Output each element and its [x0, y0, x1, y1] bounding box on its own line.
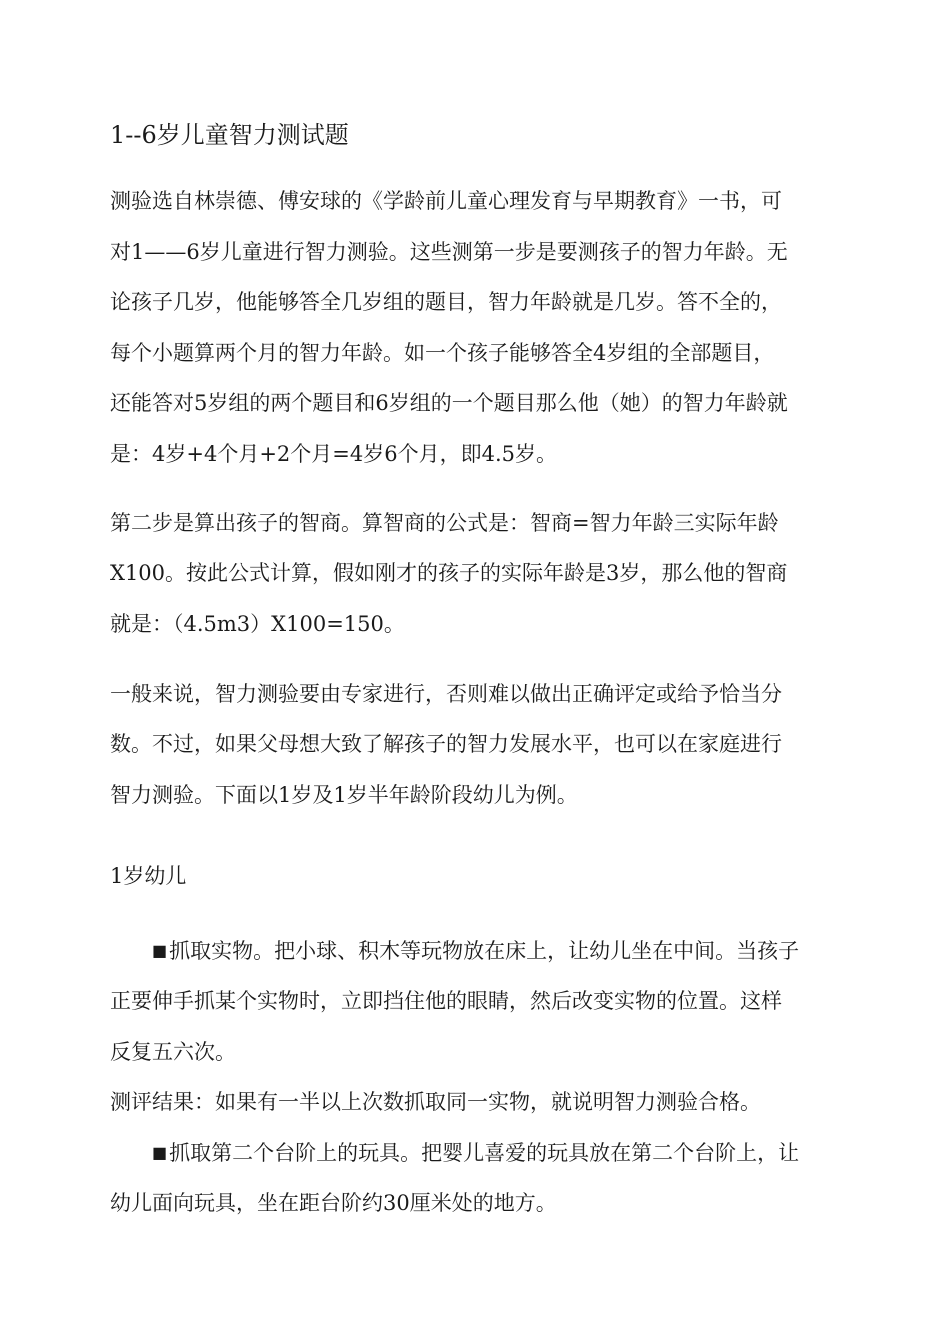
para1-line-5: 还能答对5岁组的两个题目和6岁组的一个题目那么他（她）的智力年龄就 — [110, 391, 788, 415]
para1-line-3: 论孩子几岁，他能够答全几岁组的题目，智力年龄就是几岁。答不全的， — [110, 290, 782, 314]
para2-line-2: X100。按此公式计算，假如刚才的孩子的实际年龄是3岁，那么他的智商 — [110, 561, 788, 585]
item2-line-2: 幼儿面向玩具，坐在距台阶约30厘米处的地方。 — [110, 1191, 557, 1215]
para1-line-1: 测验选自林崇德、傅安球的《学龄前儿童心理发育与早期教育》一书，可 — [110, 189, 782, 213]
para3-line-1: 一般来说，智力测验要由专家进行，否则难以做出正确评定或给予恰当分 — [110, 682, 782, 706]
section-heading: 1岁幼儿 — [110, 864, 187, 888]
para2-line-3: 就是：（4.5m3）X100=150。 — [110, 612, 405, 636]
para1-line-6: 是：4岁+4个月+2个月=4岁6个月，即4.5岁。 — [110, 442, 557, 466]
item1-line-2: 正要伸手抓某个实物时，立即挡住他的眼睛，然后改变实物的位置。这样 — [110, 989, 782, 1013]
para1-line-4: 每个小题算两个月的智力年龄。如一个孩子能够答全4岁组的全部题目， — [110, 341, 775, 365]
item2-text: 抓取第二个台阶上的玩具。把婴儿喜爱的玩具放在第二个台阶上，让 — [169, 1141, 800, 1165]
item1-text: 抓取实物。把小球、积木等玩物放在床上，让幼儿坐在中间。当孩子 — [169, 939, 800, 963]
result1-line: 测评结果：如果有一半以上次数抓取同一实物，就说明智力测验合格。 — [110, 1090, 761, 1114]
item1-line-3: 反复五六次。 — [110, 1040, 236, 1064]
para1-line-2: 对1——6岁儿童进行智力测验。这些测第一步是要测孩子的智力年龄。无 — [110, 240, 788, 264]
para3-line-2: 数。不过，如果父母想大致了解孩子的智力发展水平，也可以在家庭进行 — [110, 732, 782, 756]
para3-line-3: 智力测验。下面以1岁及1岁半年龄阶段幼儿为例。 — [110, 783, 578, 807]
bullet-marker: ■ — [152, 941, 168, 960]
item2-line-1 — [152, 1140, 799, 1166]
item1-line-1 — [152, 938, 799, 964]
para2-line-1: 第二步是算出孩子的智商。算智商的公式是：智商=智力年龄三实际年龄 — [110, 511, 779, 535]
bullet-marker: ■ — [152, 1143, 168, 1162]
document-title: 1--6岁儿童智力测试题 — [110, 121, 349, 149]
